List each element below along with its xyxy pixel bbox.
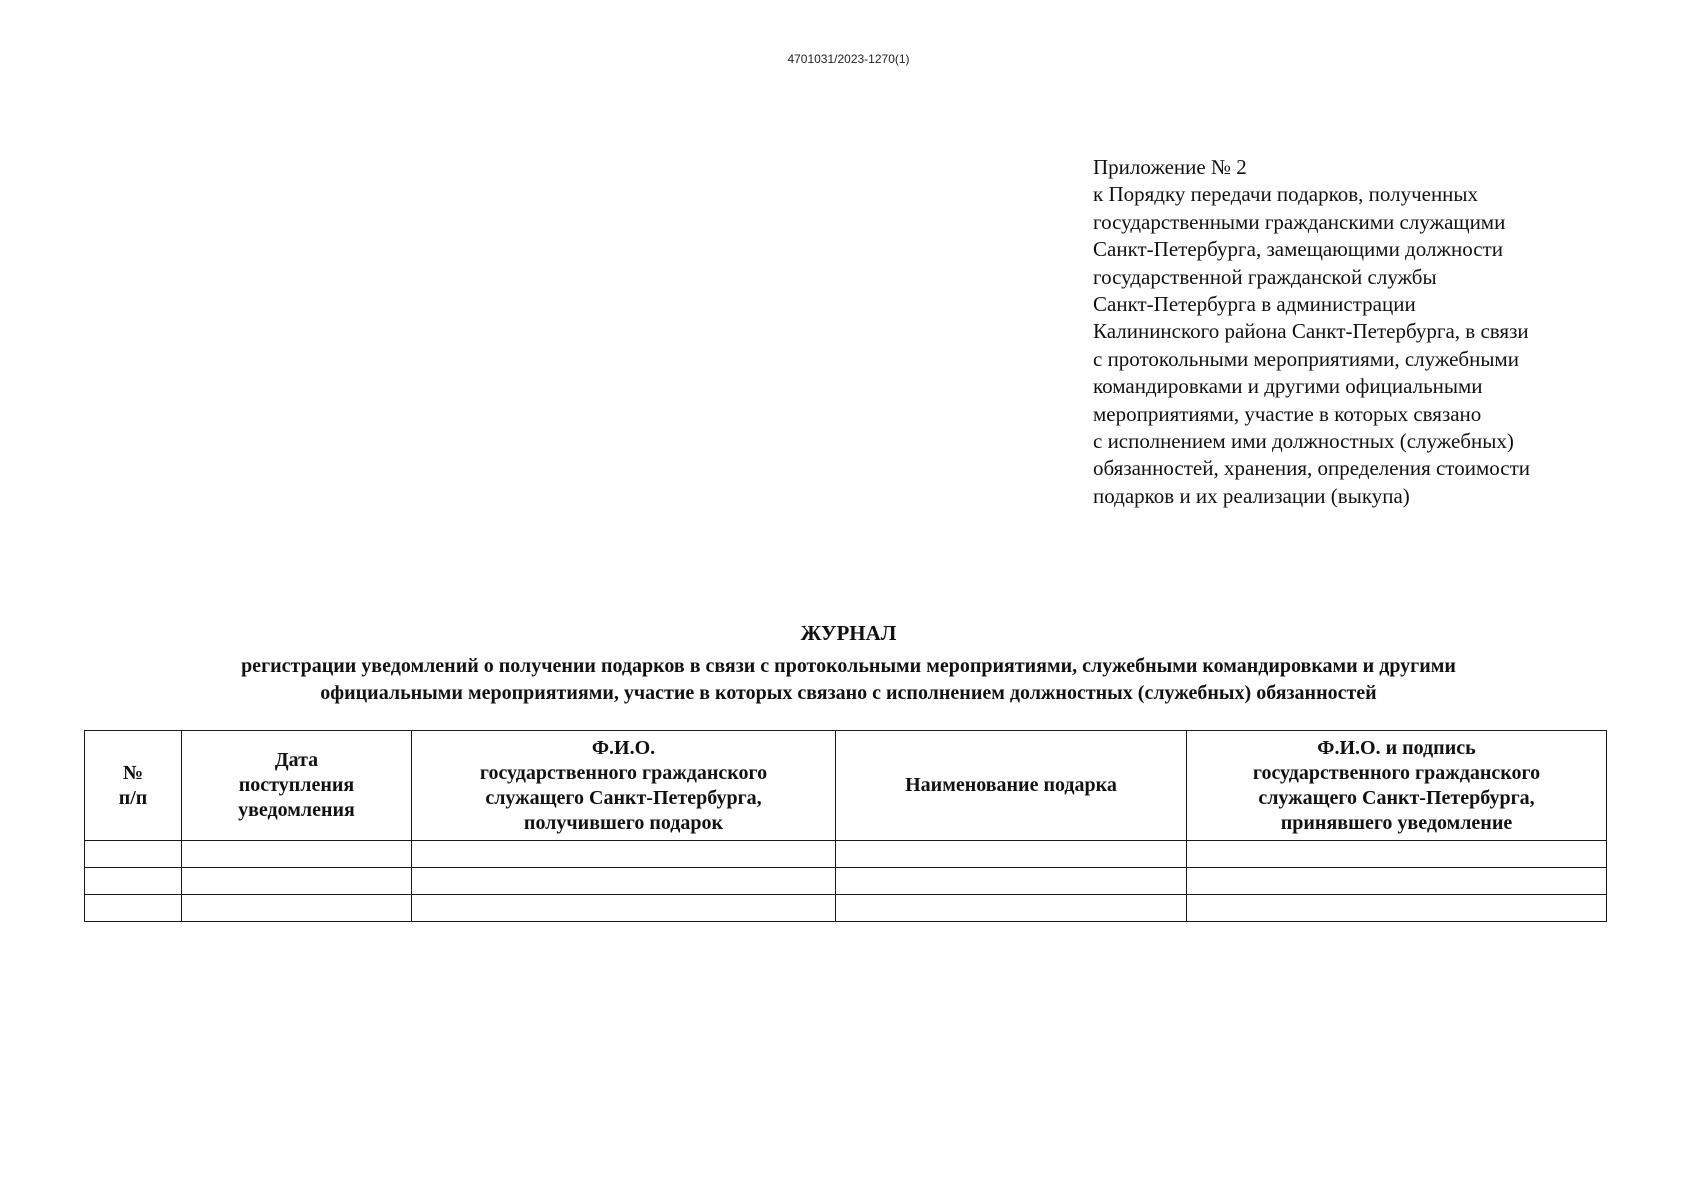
appendix-line: Приложение № 2 [1093, 155, 1247, 179]
table-cell [836, 841, 1187, 868]
journal-subtitle-line: официальными мероприятиями, участие в которых связано с исполнением должностных (служебных) обязанностей [320, 682, 1377, 704]
appendix-line: с протокольными мероприятиями, служебными [1093, 346, 1519, 371]
appendix-line: к Порядку передачи подарков, полученных [1093, 182, 1479, 207]
table-header-row [85, 731, 1607, 841]
column-header-gift-name [836, 731, 1187, 841]
header-line: Ф.И.О. и подпись [1317, 736, 1476, 759]
column-header-recipient [412, 731, 836, 841]
header-line: Дата [274, 749, 319, 771]
table-cell [412, 841, 836, 868]
table-cell [85, 895, 182, 922]
table-cell [182, 895, 412, 922]
table-cell [412, 895, 836, 922]
table-cell [412, 868, 836, 895]
column-header-number [85, 731, 182, 841]
header-line: Ф.И.О. [591, 736, 656, 759]
appendix-line: государственной гражданской службы [1093, 264, 1437, 289]
table-row [85, 868, 1607, 895]
column-header-date [182, 731, 412, 841]
journal-table [84, 730, 1607, 922]
header-line: уведомления [238, 799, 355, 821]
appendix-header [1093, 154, 1633, 510]
header-line: служащего Санкт-Петербурга, [485, 786, 762, 809]
journal-subtitle-line: регистрации уведомлений о получении подарков в связи с протокольными мероприятиями, служебными командировками и другими [241, 655, 1456, 677]
appendix-line: мероприятиями, участие в которых связано [1093, 401, 1482, 426]
appendix-line: Санкт-Петербурга, замещающими должности [1093, 237, 1503, 262]
table-cell [1187, 868, 1607, 895]
header-line: Наименование подарка [905, 774, 1117, 796]
header-line: п/п [118, 786, 148, 809]
document-number: 4701031/2023-1270(1) [787, 52, 910, 66]
appendix-line: Санкт-Петербурга в администрации [1093, 292, 1416, 317]
table-row [85, 841, 1607, 868]
table-cell [85, 868, 182, 895]
header-line: государственного гражданского [479, 761, 768, 784]
journal-subtitle [100, 653, 1597, 707]
appendix-line: подарков и их реализации (выкупа) [1093, 483, 1410, 508]
table-row [85, 895, 1607, 922]
header-line: получившего подарок [523, 811, 724, 834]
header-line: поступления [238, 774, 355, 796]
table-cell [1187, 895, 1607, 922]
header-line: служащего Санкт-Петербурга, [1258, 786, 1535, 809]
table-cell [182, 868, 412, 895]
table-cell [1187, 841, 1607, 868]
journal-title: ЖУРНАЛ [800, 621, 897, 645]
table-cell [85, 841, 182, 868]
table-cell [182, 841, 412, 868]
appendix-line: государственными гражданскими служащими [1093, 209, 1506, 234]
header-line: государственного гражданского [1252, 761, 1541, 784]
appendix-line: командировками и другими официальными [1093, 374, 1483, 399]
column-header-acceptor [1187, 731, 1607, 841]
appendix-line: Калининского района Санкт-Петербурга, в связи [1093, 319, 1529, 344]
table-cell [836, 895, 1187, 922]
appendix-line: обязанностей, хранения, определения стоимости [1093, 456, 1530, 481]
table-cell [836, 868, 1187, 895]
appendix-line: с исполнением ими должностных (служебных) [1093, 429, 1514, 454]
header-line: № [122, 761, 144, 784]
header-line: принявшего уведомление [1280, 811, 1513, 834]
